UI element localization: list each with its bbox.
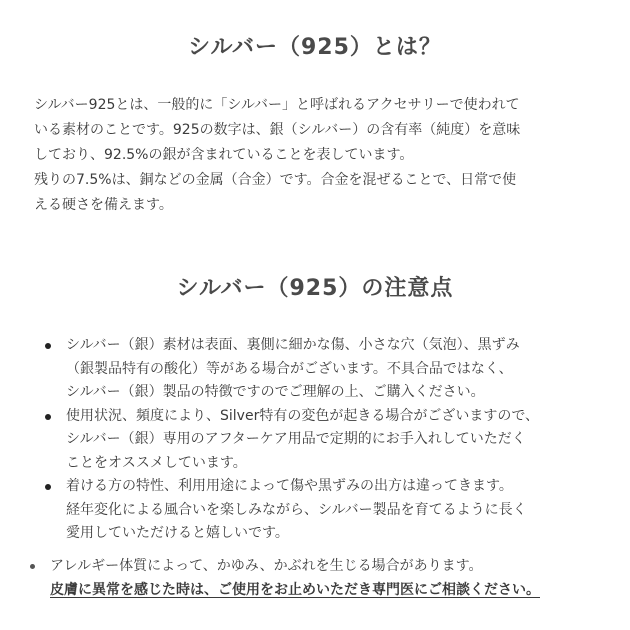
section-title-precautions: シルバー（925）の注意点 [176, 276, 454, 301]
bullet-icon [30, 564, 35, 569]
allergy-warning-text: 皮膚に異常を感じた時は、ご使用をお止めいただき専門医にご相談ください。 [50, 581, 540, 598]
bullet-icon [45, 484, 51, 490]
list-item-line: 愛用していただけると嬉しいです。 [66, 525, 289, 541]
paragraph-line: しており、92.5%の銀が含まれていることを表しています。 [34, 147, 414, 163]
list-item-line: 経年変化による風合いを楽しみながら、シルバー製品を育てるように長く [66, 501, 527, 518]
paragraph-line: える硬さを備えます。 [34, 197, 173, 213]
allergy-note-text: アレルギー体質によって、かゆみ、かぶれを生じる場合があります。 [50, 558, 483, 574]
paragraph-line: いる素材のことです。925の数字は、銀（シルバー）の含有率（純度）を意味 [34, 122, 521, 138]
list-item-line: ことをオススメしています。 [66, 454, 247, 471]
list-item-line: 着ける方の特性、利用用途によって傷や黒ずみの出方は違ってきます。 [66, 478, 513, 494]
paragraph-line: シルバー925とは、一般的に「シルバー」と呼ばれるアクセサリーで使われて [34, 97, 520, 113]
list-item-line: シルバー（銀）専用のアフターケア用品で定期的にお手入れしていただく [66, 431, 526, 447]
list-item [44, 405, 614, 476]
list-item-line: 使用状況、頻度により、Silver特有の変色が起きる場合がございますので、 [66, 407, 540, 424]
list-item-line: シルバー（銀）製品の特徴ですのでご理解の上、ご購入ください。 [66, 384, 485, 400]
bullet-icon [45, 414, 51, 420]
list-item-line: シルバー（銀）素材は表面、裏側に細かな傷、小さな穴（気泡）、黒ずみ [66, 337, 520, 353]
list-item-line: （銀製品特有の酸化）等がある場合がございます。不具合品ではなく、 [66, 360, 513, 377]
allergy-note [30, 555, 620, 602]
list-item [44, 334, 614, 405]
list-item [44, 475, 614, 546]
paragraph-line: 残りの7.5%は、銅などの金属（合金）です。合金を混ぜることで、日常で使 [34, 172, 517, 188]
section-title-what-is-silver: シルバー（925）とは？ [188, 35, 442, 60]
bullet-icon [45, 343, 51, 349]
silver-description-paragraph [34, 93, 604, 218]
precautions-list [44, 334, 614, 546]
